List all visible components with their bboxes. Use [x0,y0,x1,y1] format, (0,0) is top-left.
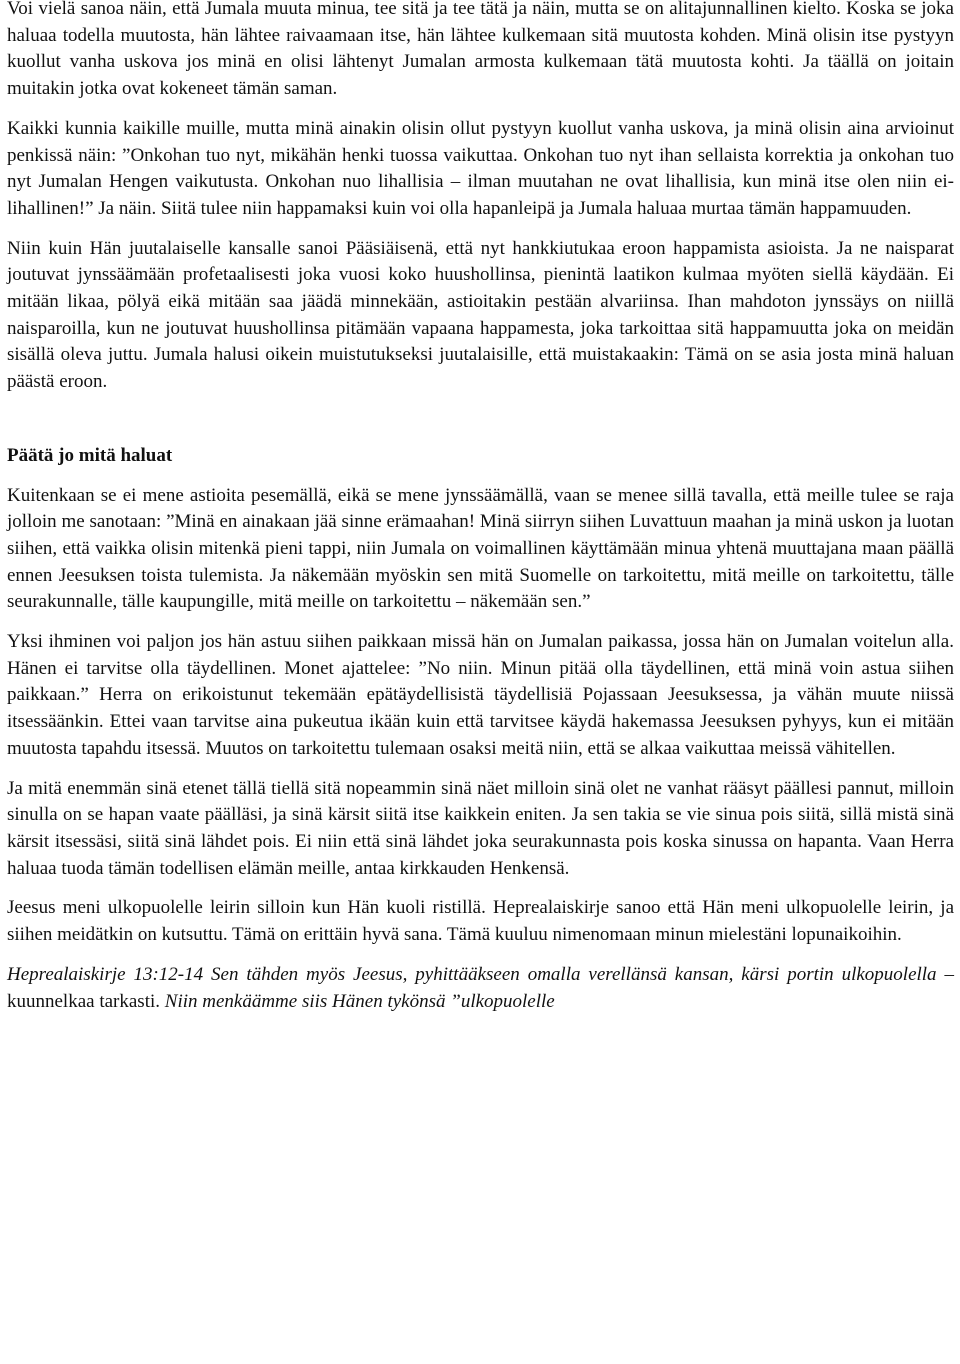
scripture-continuation: Niin menkäämme siis Hänen tykönsä ”ulkopuolelle [164,990,555,1012]
paragraph-main-1: Kuitenkaan se ei mene astioita pesemällä, eikä se mene jynssäämällä, vaan se menee sillä tavalla, että meille tulee se raja jolloin me sanotaan: ”Minä en ainakaan jää sinne erämaahan! Minä siirryn siihen Luvattuun maahan ja minä uskon ja luotan siihen, että vaikka olisin mitenkä pieni tappi, niin Jumala on voimallinen käyttämään minua yhtenä muuttajana maan päällä ennen Jeesuksen toista tulemista. Ja näkemään myöskin sen mitä Suomelle on tarkoitettu, mitä meille on tarkoitettu, tälle seurakunnalle, tälle kaupungille, mitä meille on tarkoitettu – näkemään sen.” [7,484,954,613]
scripture-aside: – kuunnelkaa tarkasti. [7,963,954,1012]
section-heading: Päätä jo mitä haluat [7,444,173,466]
paragraph-intro-1: Voi vielä sanoa näin, että Jumala muuta minua, tee sitä ja tee tätä ja näin, mutta se on alitajunnallinen kielto. Koska se joka haluaa todella muutosta, hän lähtee raivaamaan itse, hän lähtee kulkemaan sitä muutosta kohden. Minä olisin itse pystyyn kuollut vanha uskova jos minä en olisi lähtenyt Jumalan armosta kulkemaan tätä muutosta kohti. Ja täällä on joitain muitakin jotka ovat kokeneet tämän saman. [7,0,954,100]
section-spacer [7,396,954,443]
paragraph-spacer [7,103,954,116]
scripture-quote [7,962,954,1015]
paragraph-spacer [7,763,954,776]
paragraph-main-2: Yksi ihminen voi paljon jos hän astuu siihen paikkaan missä hän on Jumalan paikassa, jossa hän on Jumalan voitelun alla. Hänen ei tarvitse olla täydellinen. Monet ajattelee: ”No niin. Minun pitää olla täydellinen, että minä voin astua siihen paikkaan.” Herra on erikoistunut tekemään epätäydellisistä täydellisiä Pojassaan Jeesuksessa, ja vähän muute niissä itsessäänkin. Ettei vaan tarvitse aina pukeutua ikään kuin että tarvitsee käydä hakemassa Jeesuksen pyhyys, kun ei mitään muutosta tapahdu itsessä. Muutos on tarkoitettu tulemaan osaksi meitä niin, että se alkaa vaikuttaa meissä vähitellen. [7,631,954,759]
paragraph-intro-2: Kaikki kunnia kaikille muille, mutta minä ainakin olisin ollut pystyyn kuollut vanha uskova, ja minä olisin aina arvioinut penkissä näin: ”Onkohan tuo nyt, mikähän henki tuossa vaikuttaa. Onkohan tuo nyt ihan sellaista korrektia ja onkohan tuo nyt Jumalan Hengen vaikutusta. Onkohan nuo lihallisia – ilman muutahan ne ovat lihallisia, kun minä itse olen niin ei-lihallinen!” Ja näin. Siitä tulee niin happamaksi kuin voi olla hapanleipä ja Jumala haluaa murtaa tämän happamuuden. [7,117,954,219]
paragraph-spacer [7,223,954,236]
paragraph-spacer [7,882,954,895]
scripture-reference: Heprealaiskirje 13:12-14 Sen tähden myös Jeesus, pyhittääkseen omalla verellänsä kansan, kärsi portin ulkopuolella [7,963,937,985]
paragraph-main-4: Jeesus meni ulkopuolelle leirin silloin kun Hän kuoli ristillä. Heprealaiskirje sanoo että Hän meni ulkopuolelle leirin, ja siihen meidätkin on kutsuttu. Tämä on erittäin hyvä sana. Tämä kuuluu nimenomaan minun mielestäni lopunaikoihin. [7,897,954,946]
paragraph-spacer [7,616,954,629]
paragraph-intro-3: Niin kuin Hän juutalaiselle kansalle sanoi Pääsiäisenä, että nyt hankkiutukaa eroon happamista asioista. Ja ne naisparat joutuvat jynssäämään profetaalisesti joka vuosi koko huushollinsa, pienintä laatikon kulmaa myöten siellä käydään. Ei mitään likaa, pölyä eikä mitään saa jäädä minnekään, astioitakin pestään alvariinsa. Ihan mahdoton jynssäys on niillä naisparoilla, kun ne joutuvat huushollinsa pitämään vapaana happamesta, joka tarkoittaa sitä happamuutta joka on meidän sisällä oleva juttu. Jumala halusi oikein muistutukseksi juutalaisille, että muistakaakin: Tämä on se asia josta minä haluan päästä eroon. [7,237,954,393]
paragraph-spacer [7,470,954,483]
paragraph-main-3: Ja mitä enemmän sinä etenet tällä tiellä sitä nopeammin sinä näet milloin sinä olet ne vanhat rääsyt päällesi pannut, milloin sinulla on se hapan vaate päälläsi, ja sinä kärsit siitä itse kaikkein eniten. Ja sen takia se vie sinua pois siitä, sillä mistä sinä kärsit itsessäsi, siitä sinä lähdet pois. Ei niin että sinä lähdet joka seurakunnasta pois koska sinussa on hapanta. Vaan Herra haluaa tuoda tämän todellisen elämän meille, antaa kirkkauden Henkensä. [7,777,954,879]
paragraph-spacer [7,949,954,962]
